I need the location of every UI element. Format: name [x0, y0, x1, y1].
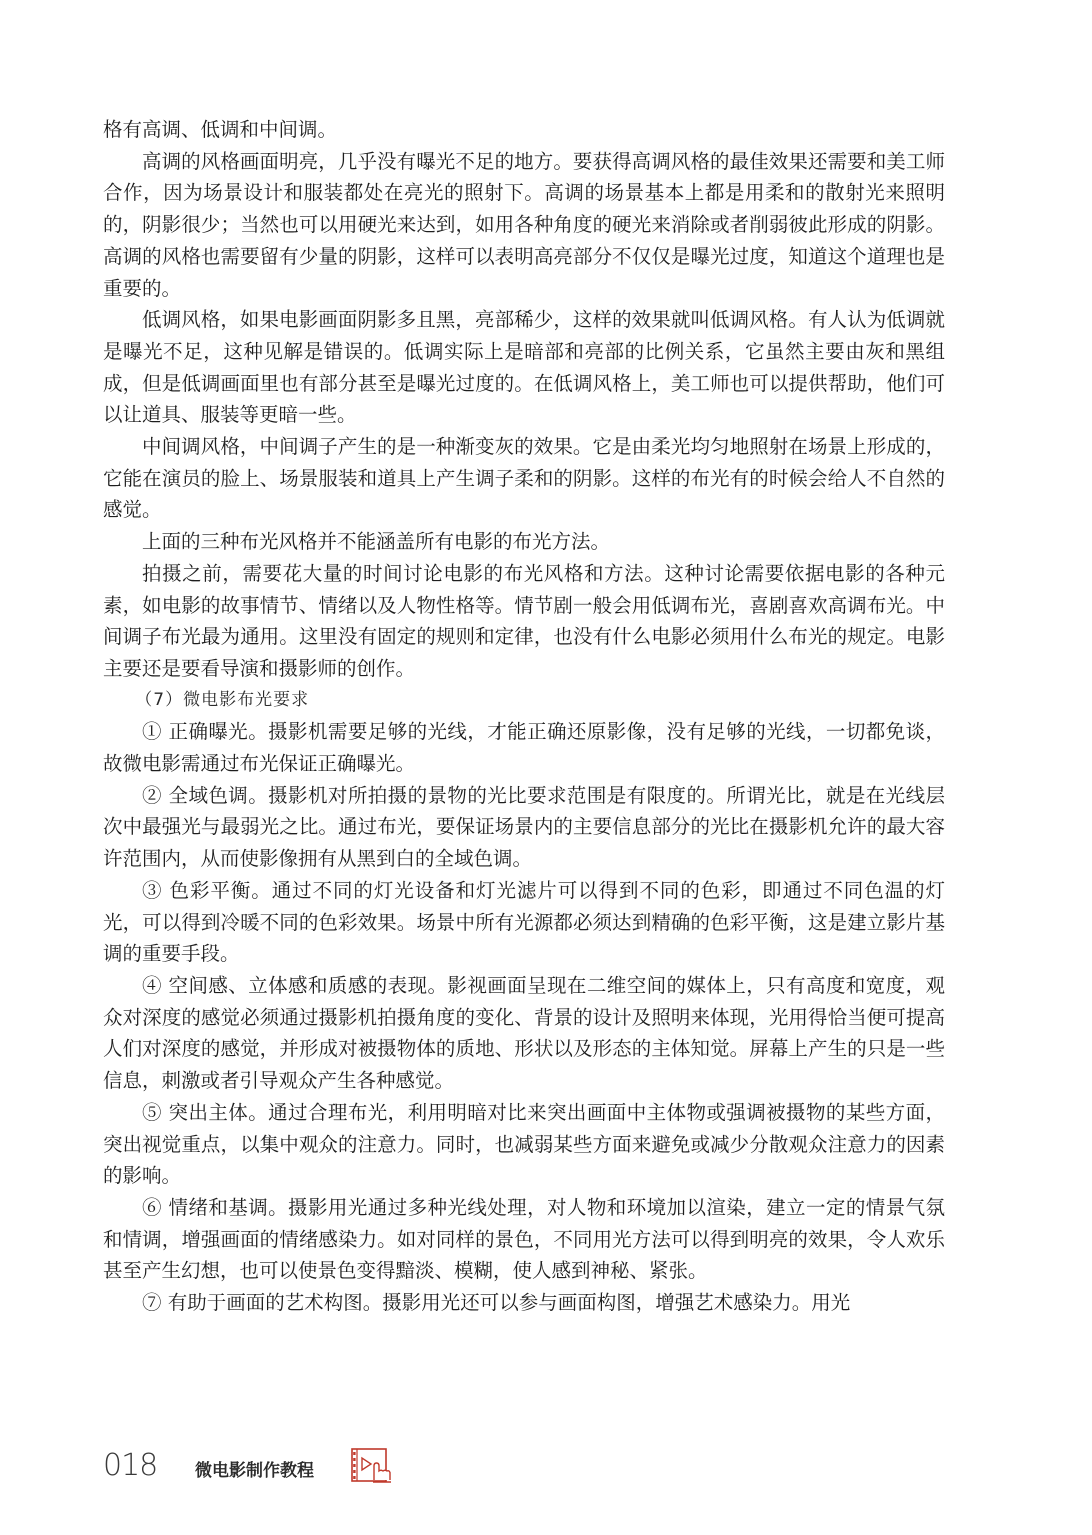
body-text — [103, 114, 945, 1319]
page-number: 018 — [103, 1448, 158, 1483]
list-item-composition: ⑦ 有助于画面的艺术构图。摄影用光还可以参与画面构图，增强艺术感染力。用光 — [142, 1291, 851, 1315]
list-item-mood: ⑥ 情绪和基调。摄影用光通过多种光线处理，对人物和环境加以渲染，建立一定的情景气氛和情调，增强画面的情绪感染力。如对同样的景色，不同用光方法可以得到明亮的效果，令人欢乐甚至产生幻想，也可以使景色变得黯淡、模糊，使人感到神秘、紧张。 — [103, 1195, 945, 1283]
list-item-tonal-range: ② 全域色调。摄影机对所拍摄的景物的光比要求范围是有限度的。所谓光比，就是在光线层次中最强光与最弱光之比。通过布光，要保证场景内的主要信息部分的光比在摄影机允许的最大容许范围内，从而使影像拥有从黑到白的全域色调。 — [103, 783, 945, 871]
list-item-subject: ⑤ 突出主体。通过合理布光，利用明暗对比来突出画面中主体物或强调被摄物的某些方面，突出视觉重点，以集中观众的注意力。同时，也减弱某些方面来避免或减少分散观众注意力的因素的影响。 — [103, 1100, 945, 1188]
list-item-color-balance: ③ 色彩平衡。通过不同的灯光设备和灯光滤片可以得到不同的色彩，即通过不同色温的灯光，可以得到冷暖不同的色彩效果。场景中所有光源都必须达到精确的色彩平衡，这是建立影片基调的重要手段。 — [103, 878, 945, 966]
paragraph-mid-key: 中间调风格，中间调子产生的是一种渐变灰的效果。它是由柔光均匀地照射在场景上形成的，它能在演员的脸上、场景服装和道具上产生调子柔和的阴影。这样的布光有的时候会给人不自然的感觉。 — [103, 435, 945, 522]
film-hand-logo-icon — [350, 1446, 396, 1484]
paragraph-continuation: 格有高调、低调和中间调。 — [103, 118, 338, 141]
paragraph-summary: 上面的三种布光风格并不能涵盖所有电影的布光方法。 — [142, 530, 611, 554]
section-subheading: （7）微电影布光要求 — [135, 689, 310, 710]
list-item-space-texture: ④ 空间感、立体感和质感的表现。影视画面呈现在二维空间的媒体上，只有高度和宽度，观众对深度的感觉必须通过摄影机拍摄角度的变化、背景的设计及照明来体现，光用得恰当便可提高人们对深度的感觉，并形成对被摄物体的质地、形状以及形态的主体知觉。屏幕上产生的只是一些信息，刺激或者引导观众产生各种感觉。 — [103, 973, 945, 1093]
page-footer — [103, 1444, 503, 1490]
paragraph-low-key: 低调风格，如果电影画面阴影多且黑，亮部稀少，这样的效果就叫低调风格。有人认为低调就是曝光不足，这种见解是错误的。低调实际上是暗部和亮部的比例关系，它虽然主要由灰和黑组成，但是低调画面里也有部分甚至是曝光过度的。在低调风格上，美工师也可以提供帮助，他们可以让道具、服装等更暗一些。 — [103, 308, 945, 427]
book-title: 微电影制作教程 — [195, 1461, 314, 1481]
list-item-exposure: ① 正确曝光。摄影机需要足够的光线，才能正确还原影像，没有足够的光线，一切都免谈，故微电影需通过布光保证正确曝光。 — [103, 720, 945, 776]
paragraph-high-key: 高调的风格画面明亮，几乎没有曝光不足的地方。要获得高调风格的最佳效果还需要和美工师合作，因为场景设计和服装都处在亮光的照射下。高调的场景基本上都是用柔和的散射光来照明的，阴影很少；当然也可以用硬光来达到，如用各种角度的硬光来消除或者削弱彼此形成的阴影。高调的风格也需要留有少量的阴影，这样可以表明高亮部分不仅仅是曝光过度，知道这个道理也是重要的。 — [103, 149, 945, 300]
paragraph-discussion: 拍摄之前，需要花大量的时间讨论电影的布光风格和方法。这种讨论需要依据电影的各种元素，如电影的故事情节、情绪以及人物性格等。情节剧一般会用低调布光，喜剧喜欢高调布光。中间调子布光最为通用。这里没有固定的规则和定律，也没有什么电影必须用什么布光的规定。电影主要还是要看导演和摄影师的创作。 — [103, 561, 945, 680]
